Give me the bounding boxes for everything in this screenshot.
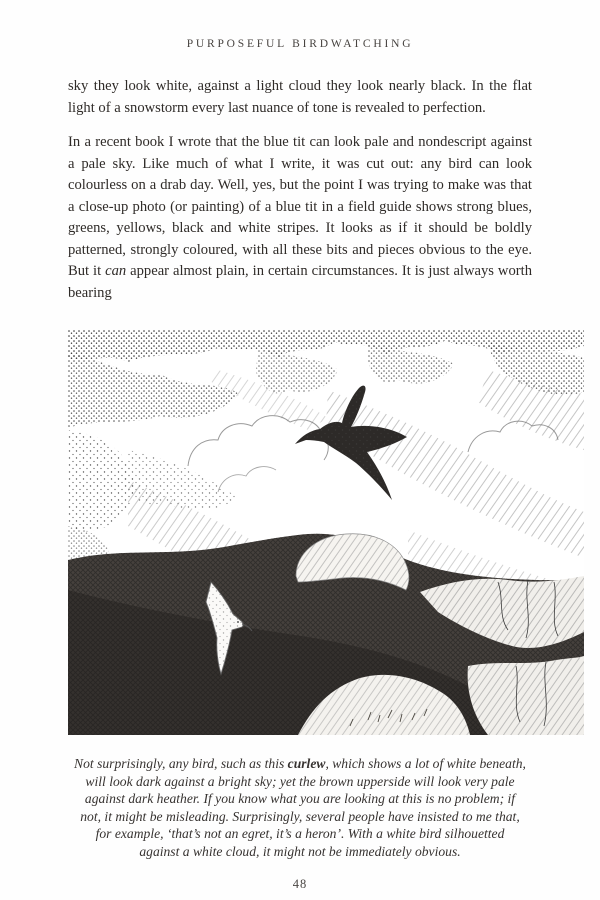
caption-bold-word: curlew [287,756,326,771]
text-column [68,0,532,892]
moorland-illustration-svg [68,330,584,735]
paragraph-1-text: sky they look white, against a light cloud they look nearly black. In the flat light of a snowstorm every last nuance of tone is revealed to perfection. [68,78,532,116]
caption-text-b: , which shows a lot of white beneath, will look dark against a bright sky; yet the brown upperside will look very pale against dark heather. If you know what you are looking at this is no problem; if not, it might be misleading. Surprisingly, several people have insisted to me that, for example, ‘that’s not an egret, it’s a heron’. With a white bird silhouetted against a white cloud, it might not be immediately obvious. [80,756,526,859]
caption-text-a: Not surprisingly, any bird, such as this [74,756,288,771]
paragraph-1 [68,76,532,119]
moorland-illustration [68,330,584,735]
page-number: 48 [292,876,308,891]
paragraph-2-text-a: In a recent book I wrote that the blue tit can look pale and nondescript against a pale sky. Like much of what I write, it was cut out: any bird can look colourless on a drab day. Well, yes, but the point I was trying to make was that a close-up photo (or painting) of a blue tit in a field guide shows strong blues, greens, yellows, black and white stripes. It looks as if it should be boldly patterned, strongly coloured, with all these bits and pieces obvious to the eye. But it [68,134,532,279]
pale-bird-eye [237,621,239,623]
paragraph-2-italic-word: can [105,263,127,279]
running-header: PURPOSEFUL BIRDWATCHING [186,38,414,50]
paragraph-2 [68,132,532,304]
paragraph-2-text-b: appear almost plain, in certain circumstances. It is just always worth bearing [68,263,532,301]
illustration-caption [74,755,526,861]
